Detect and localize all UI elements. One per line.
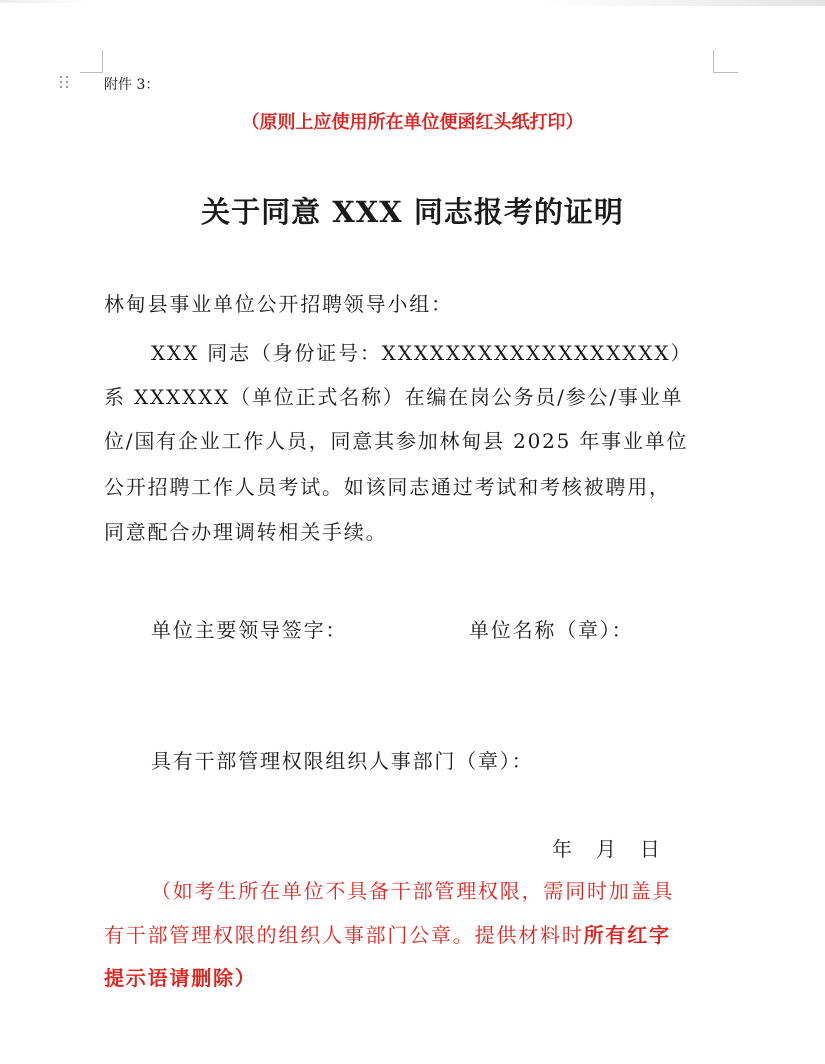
personnel-department-seal-label: 具有干部管理权限组织人事部门（章）：: [151, 749, 534, 773]
page-edge-shadow-left: [0, 0, 90, 3]
red-note-line: （如考生所在单位不具备干部管理权限，需同时加盖具: [151, 879, 675, 903]
body-line: XXX 同志（身份证号：XXXXXXXXXXXXXXXXXX）: [151, 341, 693, 365]
red-note-line: 提示语请删除）: [104, 966, 257, 990]
page-edge-shadow-right: [545, 0, 825, 6]
crop-mark-top-left: [80, 50, 103, 73]
date-line: 年 月 日: [552, 837, 662, 861]
body-line: 同意配合办理调转相关手续。: [104, 520, 388, 544]
drag-handle-icon[interactable]: [60, 76, 70, 90]
crop-mark-top-right: [713, 50, 738, 73]
letterhead-hint: （原则上应使用所在单位便函红头纸打印）: [241, 112, 584, 133]
body-line: 位/国有企业工作人员，同意其参加林甸县 2025 年事业单位: [104, 429, 689, 453]
document-title: 关于同意 XXX 同志报考的证明: [201, 195, 624, 229]
red-note-line: [104, 919, 671, 948]
red-note-emphasis: 所有红字: [583, 923, 671, 947]
red-note-text: 有干部管理权限的组织人事部门公章。提供材料时: [104, 923, 584, 947]
unit-seal-label: 单位名称（章）：: [469, 618, 634, 642]
salutation: 林甸县事业单位公开招聘领导小组：: [104, 292, 453, 316]
leader-signature-label: 单位主要领导签字：: [151, 618, 348, 642]
body-line: 公开招聘工作人员考试。如该同志通过考试和考核被聘用，: [104, 475, 671, 499]
attachment-label: 附件 3：: [104, 77, 160, 93]
body-line: 系 XXXXXX（单位正式名称）在编在岗公务员/参公/事业单: [104, 385, 684, 409]
